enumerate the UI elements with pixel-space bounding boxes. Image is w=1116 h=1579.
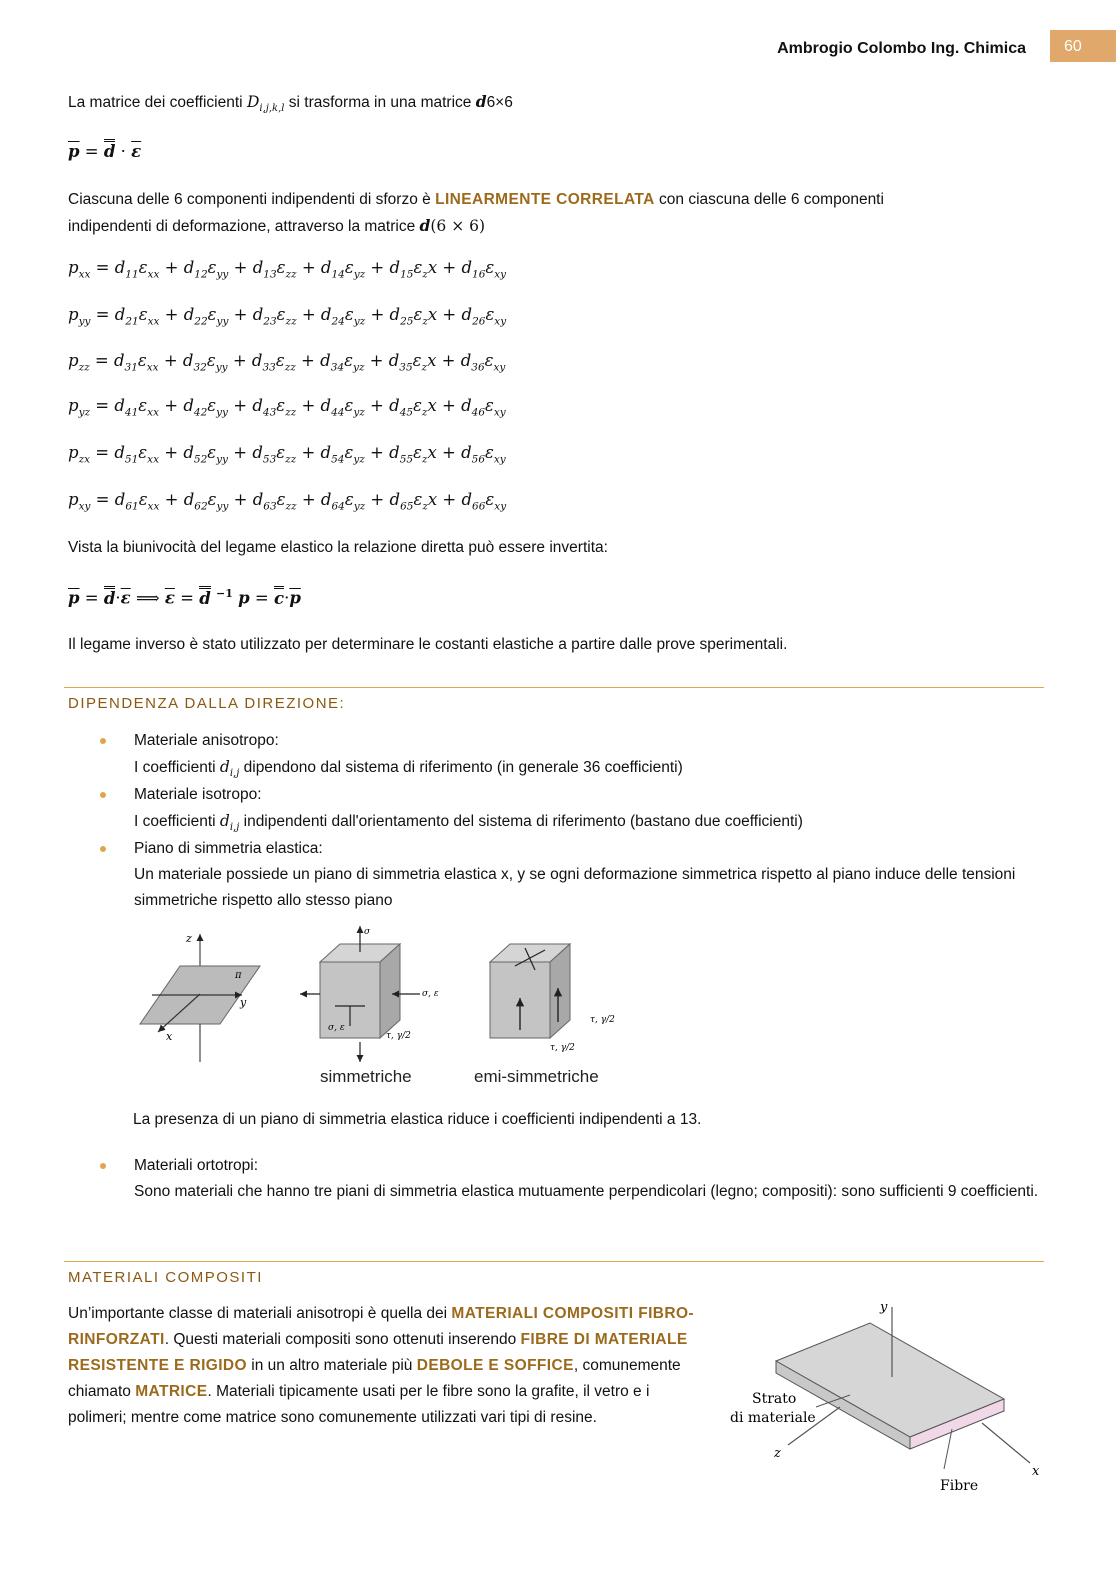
item-desc-before: I coefficienti <box>134 759 216 776</box>
svg-text:τ, γ/2: τ, γ/2 <box>386 1031 411 1041</box>
correlation-text-2: con ciascuna delle 6 componenti <box>654 191 884 208</box>
bullet-3 <box>100 846 106 852</box>
composite-lamina-figure <box>720 1295 1060 1505</box>
symmetric-cube <box>300 926 439 1062</box>
fig-fibers-label: Fibre <box>940 1478 979 1494</box>
composites-highlight-4: MATRICE <box>135 1383 208 1400</box>
biunivocity-text: Vista la biunivocità del legame elastico la relazione diretta può essere invertita: <box>68 539 608 556</box>
fig-axis-y: y <box>880 1300 888 1315</box>
section-title-composites: MATERIALI COMPOSITI <box>68 1269 263 1286</box>
fig-layer-label-2: di materiale <box>730 1410 816 1426</box>
svg-text:σ, ε: σ, ε <box>328 1023 345 1033</box>
fig-axis-z: z <box>774 1446 781 1461</box>
composites-highlight-1: MATERIALI COMPOSITI FIBRO-RINFORZATI <box>68 1305 694 1348</box>
emi-symmetric-cube <box>490 944 615 1053</box>
main-equation: $\overline{p} = d \cdot \overline{\varepsilon}$ <box>68 142 141 161</box>
bullet-2 <box>100 792 106 798</box>
correlation-dims: (6 × 6) <box>430 217 486 235</box>
bullet-1 <box>100 738 106 744</box>
intro-paragraph: La matrice dei coefficienti $D_{i,j,k,l}$ si trasforma in una matrice d6×6 <box>68 92 513 115</box>
item-desc-after: dipendono dal sistema di riferimento (in generale 36 coefficienti) <box>243 759 683 776</box>
composites-text-2: . Questi materiali compositi sono ottenuti inserendo <box>164 1331 521 1348</box>
inverse-note: Il legame inverso è stato utilizzato per determinare le costanti elastiche a partire dalle prove sperimentali. <box>68 636 788 653</box>
composites-paragraph <box>68 1301 708 1431</box>
section-divider-1 <box>64 687 1044 688</box>
intro-text-after: si trasforma in una matrice <box>288 94 472 111</box>
intro-text-before: La matrice dei coefficienti <box>68 94 243 111</box>
list-item-anisotropic: Materiale anisotropo: I coefficienti $d_{i,j}$ dipendono dal sistema di riferimento (in generale 36 coefficienti) <box>134 732 683 780</box>
intro-d-dims: 6×6 <box>486 94 513 111</box>
item-title: Materiale isotropo: <box>134 786 262 803</box>
item-title: Piano di simmetria elastica: <box>134 840 323 857</box>
eq-lhs: $\overline{p}$ <box>68 142 80 161</box>
constitutive-equation: $p_{zx} = d_{51}\varepsilon_{xx} + d_{52}\varepsilon_{yy} + d_{53}\varepsilon_{zz} + d_{54}\varepsilon_{yz} + d_{55}\varepsilon_zx + d_{56}\varepsilon_{xy}$ <box>68 443 506 466</box>
constitutive-equation: $p_{zz} = d_{31}\varepsilon_{xx} + d_{32}\varepsilon_{yy} + d_{33}\varepsilon_{zz} + d_{34}\varepsilon_{yz} + d_{35}\varepsilon_zx + d_{36}\varepsilon_{xy}$ <box>68 351 506 374</box>
composites-highlight-2: FIBRE DI MATERIALE RESISTENTE E RIGIDO <box>68 1331 688 1374</box>
composites-text-4: , comunemente chiamato <box>68 1357 681 1400</box>
inverse-equation: $\overline{p} = d\cdot\overline{\varepsilon}$ ⟹ $\overline{\varepsilon} = d$ $^{-1}$ $p = c\cdot\overline{p}$ <box>68 587 301 608</box>
composites-text-5: . Materiali tipicamente usati per le fibre sono la grafite, il vetro e i polimeri; mentre come matrice sono comunemente utilizzati vari tipi di resine. <box>68 1383 650 1426</box>
intro-d-subscript: i,j,k,l <box>259 103 285 115</box>
svg-text:π: π <box>235 970 242 981</box>
fig-layer-label-1: Strato <box>752 1391 797 1407</box>
composites-text-1: Un’importante classe di materiali anisotropi è quella dei <box>68 1305 452 1322</box>
section-divider-2 <box>64 1261 1044 1262</box>
symmetry-figure <box>130 922 660 1072</box>
item-desc-after: indipendenti dall'orientamento del sistema di riferimento (bastano due coefficienti) <box>243 813 803 830</box>
svg-text:τ, γ/2: τ, γ/2 <box>550 1043 575 1053</box>
constitutive-equation: $p_{xx} = d_{11}\varepsilon_{xx} + d_{12}\varepsilon_{yy} + d_{13}\varepsilon_{zz} + d_{14}\varepsilon_{yz} + d_{15}\varepsilon_zx + d_{16}\varepsilon_{xy}$ <box>68 258 507 281</box>
page-number: 60 <box>1050 30 1116 62</box>
elastic-plane-diagram <box>140 932 260 1062</box>
list-item-isotropic: Materiale isotropo: I coefficienti $d_{i,j}$ indipendenti dall'orientamento del sistema di riferimento (bastano due coefficienti) <box>134 786 803 834</box>
correlation-text-1: Ciascuna delle 6 componenti indipendenti di sforzo è <box>68 191 436 208</box>
svg-text:σ: σ <box>364 927 371 937</box>
list-item-symmetry-plane <box>134 836 1044 914</box>
fig-axis-x: x <box>1032 1464 1040 1479</box>
eq-d: d <box>104 139 116 161</box>
eq-eps: $\overline{\varepsilon}$ <box>131 142 142 161</box>
bullet-4 <box>100 1163 106 1169</box>
figure-label-emi-symmetric: emi-simmetriche <box>474 1067 599 1086</box>
svg-text:y: y <box>240 996 247 1009</box>
figure-label-symmetric: simmetriche <box>320 1067 412 1086</box>
item-desc: Sono materiali che hanno tre piani di simmetria elastica mutuamente perpendicolari (legno; compositi): sono sufficienti 9 coefficienti. <box>134 1183 1039 1200</box>
item-title: Materiali ortotropi: <box>134 1157 259 1174</box>
header-author: Ambrogio Colombo Ing. Chimica <box>777 40 1026 57</box>
constitutive-equation: $p_{yz} = d_{41}\varepsilon_{xx} + d_{42}\varepsilon_{yy} + d_{43}\varepsilon_{zz} + d_{44}\varepsilon_{yz} + d_{45}\varepsilon_zx + d_{46}\varepsilon_{xy}$ <box>68 396 506 419</box>
svg-text:σ, ε: σ, ε <box>422 989 439 999</box>
svg-text:τ, γ/2: τ, γ/2 <box>590 1015 615 1025</box>
item-desc: Un materiale possiede un piano di simmetria elastica x, y se ogni deformazione simmetrica rispetto al piano induce delle tensioni simmetriche rispetto allo stesso piano <box>134 866 1016 909</box>
symmetry-note: La presenza di un piano di simmetria elastica riduce i coefficienti indipendenti a 13. <box>133 1111 702 1128</box>
correlation-highlight: LINEARMENTE CORRELATA <box>435 191 655 208</box>
correlation-text-3: indipendenti di deformazione, attraverso la matrice <box>68 218 420 235</box>
correlation-paragraph: Ciascuna delle 6 componenti indipendenti di sforzo è LINEARMENTE CORRELATA con ciascuna delle 6 componenti indipendenti di deformazione, attraverso la matrice d(6 × 6) <box>68 191 884 235</box>
svg-text:z: z <box>186 932 192 945</box>
item-desc-before: I coefficienti <box>134 813 216 830</box>
eq-dot: · <box>120 142 126 161</box>
item-title: Materiale anisotropo: <box>134 732 279 749</box>
constitutive-equation: $p_{xy} = d_{61}\varepsilon_{xx} + d_{62}\varepsilon_{yy} + d_{63}\varepsilon_{zz} + d_{64}\varepsilon_{yz} + d_{65}\varepsilon_zx + d_{66}\varepsilon_{xy}$ <box>68 490 507 513</box>
composites-text-3: in un altro materiale più <box>247 1357 417 1374</box>
list-item-orthotropic <box>134 1153 1044 1205</box>
constitutive-equation: $p_{yy} = d_{21}\varepsilon_{xx} + d_{22}\varepsilon_{yy} + d_{23}\varepsilon_{zz} + d_{24}\varepsilon_{yz} + d_{25}\varepsilon_zx + d_{26}\varepsilon_{xy}$ <box>68 305 507 328</box>
composites-highlight-3: DEBOLE E SOFFICE <box>416 1357 574 1374</box>
section-title-direction: DIPENDENZA DALLA DIREZIONE: <box>68 695 346 712</box>
svg-text:x: x <box>166 1030 173 1043</box>
